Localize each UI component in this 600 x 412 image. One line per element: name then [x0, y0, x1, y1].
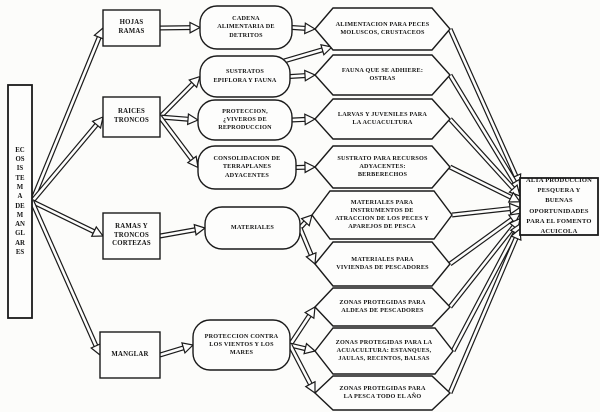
edge-raices-consolidacion	[160, 117, 198, 168]
edge-cadena-alimentacion	[292, 23, 315, 33]
proteccion_viveros-label: PROTECCION, ¿VIVEROS DE REPRODUCCION	[218, 107, 272, 132]
ramas-label: RAMAS Y TRONCOS CORTEZAS	[112, 222, 151, 248]
edge-alimentacion-alta	[450, 29, 521, 185]
ecosistema-label: ECOSISTEMA DE MANGLARES	[15, 146, 25, 256]
zonas_pesca-label: ZONAS PROTEGIDAS PARA LA PESCA TODO EL AÑO	[339, 384, 426, 400]
raices-label: RAICES TRONCOS	[113, 108, 149, 124]
zonas_acuacultura-label: ZONAS PROTEGIDAS PARA LA ACUACULTURA: ESTANQUES, JAULAS, RECINTOS, BALSAS	[335, 338, 433, 363]
alta-label: ALTA PRODUCCION PESQUERA Y BUENAS OPORTUNIDADES PARA EL FOMENTO ACUICOLA	[525, 177, 593, 235]
larvas-label: LARVAS Y JUVENILES PARA LA ACUACULTURA	[337, 110, 428, 126]
edge-ecosistema-hojas	[32, 28, 104, 202]
mat_viviendas-label: MATERIALES PARA VIVIENDAS DE PESCADORES	[336, 255, 429, 271]
consolidacion-label: CONSOLIDACION DE TERRAPLANES ADYACENTES	[213, 155, 281, 179]
fauna-label: FAUNA QUE SE ADHIERE: OSTRAS	[341, 66, 424, 82]
manglar-label: MANGLAR	[111, 350, 149, 358]
mat_instrumentos-label: MATERIALES PARA INSTRUMENTOS DE ATRACCION DE LOS PECES Y APAREJOS DE PESCA	[335, 198, 429, 231]
edge-proteccion_viveros-larvas	[292, 114, 315, 124]
zonas_aldeas-label: ZONAS PROTEGIDAS PARA ALDEAS DE PESCADORES	[339, 298, 426, 314]
edge-manglar-proteccion_contra	[160, 343, 193, 355]
edge-raices-sustratos	[160, 77, 200, 118]
sustrato_recursos-label: SUSTRATO PARA RECURSOS ADYACENTES: BERBERECHOS	[337, 154, 428, 179]
proteccion_contra-label: PROTECCION CONTRA LOS VIENTOS Y LOS MARES	[204, 332, 279, 357]
edge-sustratos-fauna	[290, 70, 315, 80]
edge-ramas-materiales	[160, 225, 205, 236]
edge-ecosistema-raices	[32, 117, 103, 202]
alimentacion-label: ALIMENTACION PARA PECES MOLUSCOS, CRUSTACEOS	[335, 20, 430, 36]
edge-hojas-cadena	[160, 22, 200, 32]
sustratos-label: SUSTRATOS EPIFLORA Y FAUNA	[213, 68, 277, 84]
edge-mat_instrumentos-alta	[452, 203, 520, 215]
edge-materiales-mat_instrumentos	[300, 215, 312, 228]
edge-proteccion_contra-zonas_aldeas	[290, 307, 315, 345]
hojas-label: HOJAS RAMAS	[118, 19, 145, 35]
edge-consolidacion-sustrato_recursos	[296, 162, 315, 172]
cadena-label: CADENA ALIMENTARIA DE DETRITOS	[217, 15, 275, 39]
materiales-label: MATERIALES	[230, 223, 275, 231]
edge-ecosistema-manglar	[32, 202, 101, 356]
